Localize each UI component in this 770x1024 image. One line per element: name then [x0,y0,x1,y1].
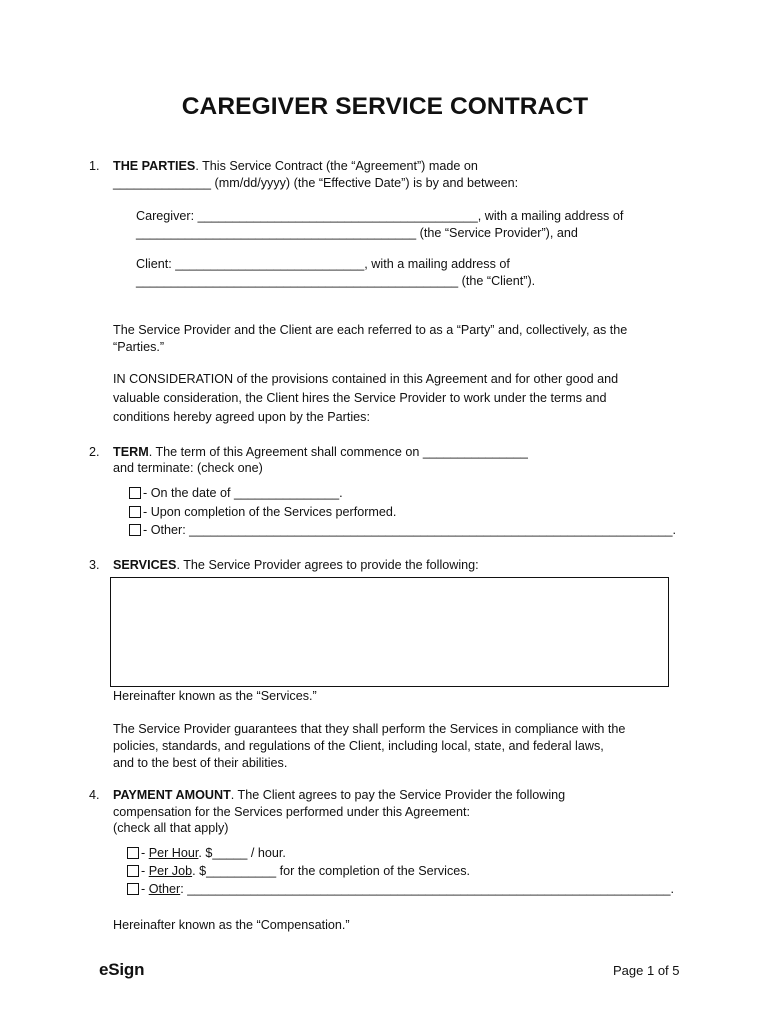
section-3-line-1 [113,558,479,572]
term-option-other[interactable] [129,523,676,537]
caregiver-line-2[interactable]: ________________________________________ (the “Service Provider”), and [136,226,578,240]
section-4-line-2: compensation for the Services performed under this Agreement: [113,805,471,819]
effective-date-field[interactable]: ______________ [113,176,212,190]
section-1-heading: THE PARTIES [113,159,196,173]
term-option-date-label: - On the date of _______________. [143,486,343,500]
payment-option-per-job[interactable]: - Per Job. $__________ for the completion of the Services. [127,864,470,878]
per-job-checkbox[interactable] [127,865,139,877]
client-line-1[interactable]: Client: ___________________________, with a mailing address of [136,257,510,271]
section-3-number: 3. [89,558,100,572]
per-job-field[interactable]: . $__________ for the completion of the Services. [192,864,471,878]
payment-other-field[interactable]: : _____________________________________________________________________. [180,882,674,896]
section-3-heading: SERVICES [113,558,177,572]
term-date-checkbox[interactable] [129,487,141,499]
section-1-line-1-text: . This Service Contract (the “Agreement”) made on [195,159,478,173]
guarantee-line-2: policies, standards, and regulations of the Client, including local, state, and federal laws, [113,739,604,753]
section-4-number: 4. [89,788,100,802]
section-2-number: 2. [89,445,100,459]
term-other-checkbox[interactable] [129,524,141,536]
per-hour-checkbox[interactable] [127,847,139,859]
services-hereinafter: Hereinafter known as the “Services.” [113,689,317,703]
section-4-line-3: (check all that apply) [113,821,229,835]
term-option-date[interactable] [129,486,343,500]
consideration-line-1: IN CONSIDERATION of the provisions contained in this Agreement and for other good and [113,372,619,386]
payment-option-per-hour[interactable]: - Per Hour. $_____ / hour. [127,846,286,860]
per-job-label: Per Job [148,864,193,878]
section-1-number: 1. [89,159,100,173]
payment-other-checkbox[interactable] [127,883,139,895]
term-option-completion[interactable] [129,505,396,519]
caregiver-line-1[interactable]: Caregiver: ________________________________________, with a mailing address of [136,209,624,223]
client-line-2[interactable]: ______________________________________________ (the “Client”). [136,274,536,288]
per-hour-label: Per Hour [148,846,199,860]
section-4-line-1-text: . The Client agrees to pay the Service Provider the following [230,788,566,802]
section-2-heading: TERM [113,445,149,459]
document-title: CAREGIVER SERVICE CONTRACT [181,93,589,120]
guarantee-line-3: and to the best of their abilities. [113,756,288,770]
parties-paragraph-line-2: “Parties.” [113,340,165,354]
section-1-line-2-text: (mm/dd/yyyy) (the “Effective Date”) is by and between: [211,176,519,190]
section-2-line-2: and terminate: (check one) [113,461,263,475]
consideration-line-3: conditions hereby agreed upon by the Parties: [113,410,370,424]
parties-paragraph-line-1: The Service Provider and the Client are each referred to as a “Party” and, collectively, as the [113,323,628,337]
term-option-other-label: - Other: _____________________________________________________________________. [143,523,676,537]
esign-logo: eSign [99,960,145,979]
section-1-line-2 [113,176,518,190]
consideration-line-2: valuable consideration, the Client hires the Service Provider to work under the terms and [113,391,607,405]
term-completion-checkbox[interactable] [129,506,141,518]
section-3-line-1-text: . The Service Provider agrees to provide the following: [176,558,479,572]
guarantee-line-1: The Service Provider guarantees that they shall perform the Services in compliance with the [113,722,626,736]
term-option-completion-label: - Upon completion of the Services performed. [143,505,397,519]
term-commence-field[interactable]: . The term of this Agreement shall commence on _______________ [148,445,528,459]
section-1-line-1 [113,159,478,173]
services-text-box[interactable] [110,577,669,687]
section-2-line-1 [113,445,528,459]
page-number: Page 1 of 5 [613,963,680,978]
compensation-hereinafter: Hereinafter known as the “Compensation.” [113,918,350,932]
per-hour-field[interactable]: . $_____ / hour. [198,846,286,860]
section-4-heading: PAYMENT AMOUNT [113,788,231,802]
payment-option-other[interactable]: - Other: _____________________________________________________________________. [127,882,674,896]
section-4-line-1 [113,788,565,802]
payment-other-label: Other [148,882,181,896]
